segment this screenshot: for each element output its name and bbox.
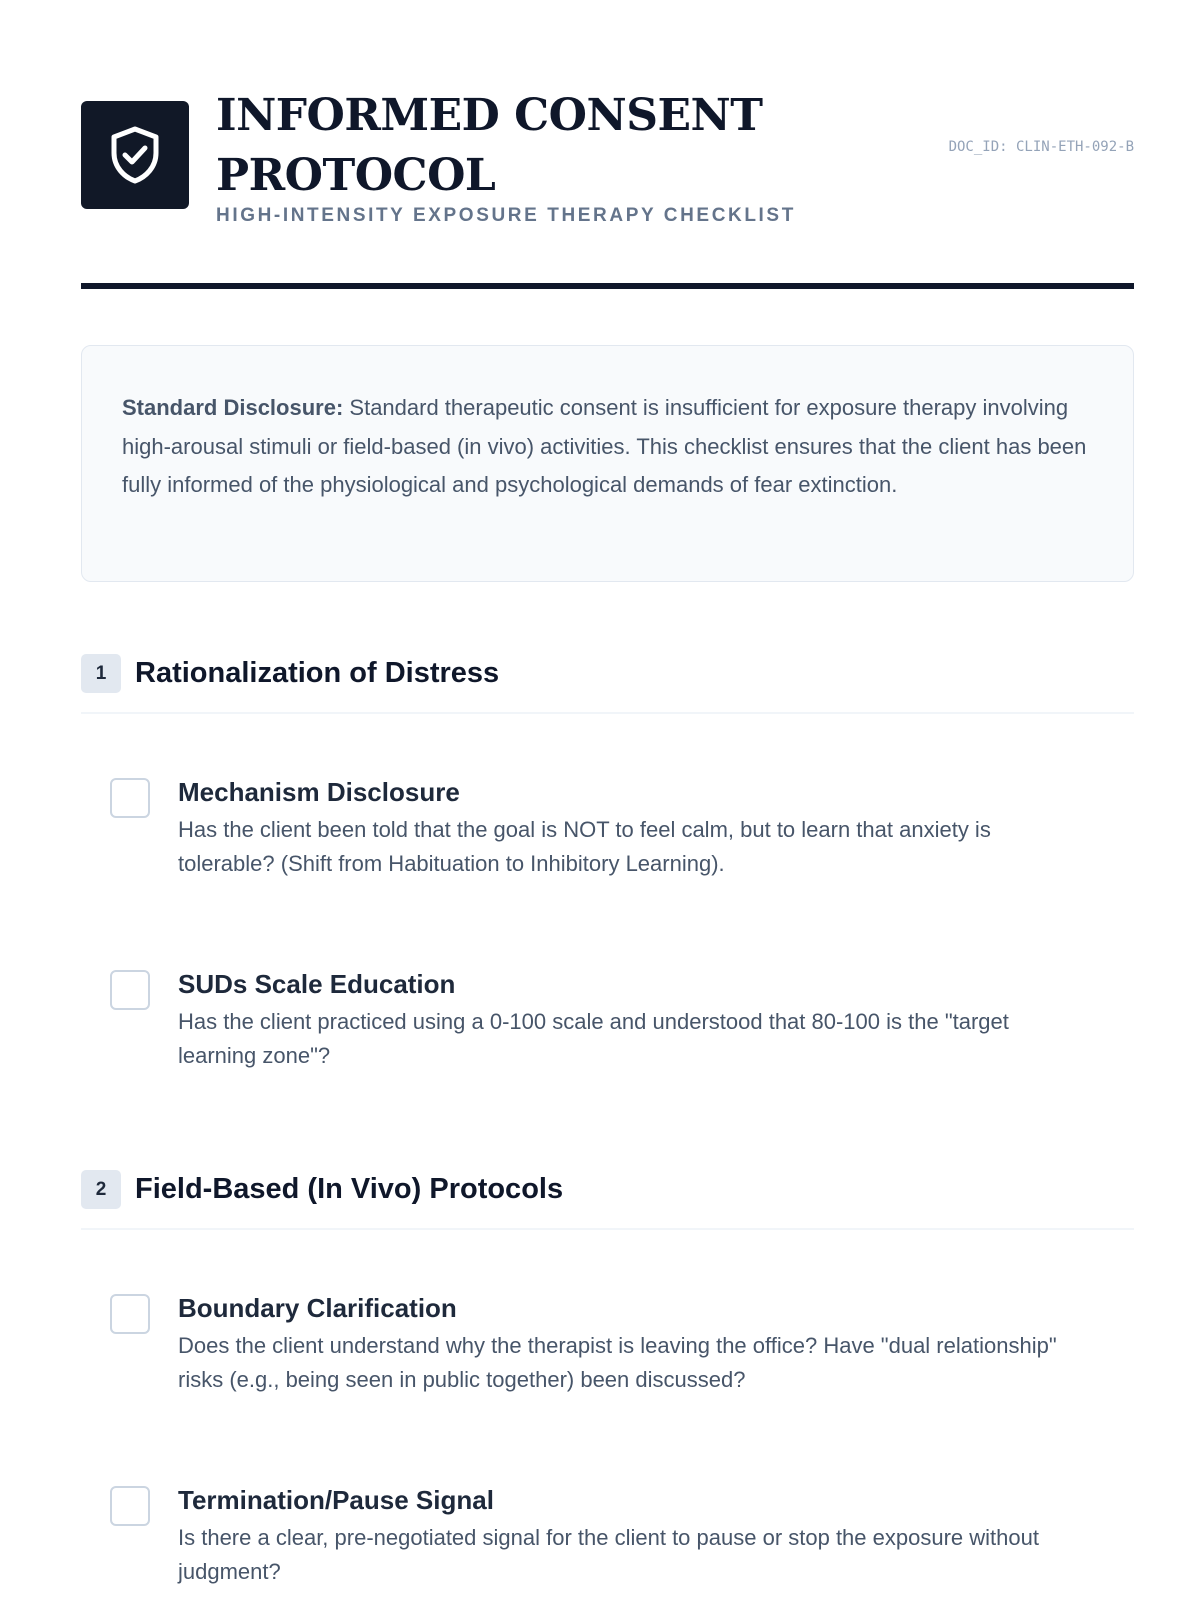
consent-checkbox[interactable] [110, 778, 150, 818]
consent-checkbox[interactable] [110, 970, 150, 1010]
disclosure-text: Standard therapeutic consent is insufficient for exposure therapy involving high-arousal stimuli or field-based (in vivo) activities. This checklist ensures that the client has been fully informed of the physiological and psychological demands of fear extinction. [122, 395, 1087, 497]
checklist-item-title: Mechanism Disclosure [178, 777, 460, 807]
section-number-badge: 2 [81, 1170, 121, 1209]
page-subtitle: HIGH-INTENSITY EXPOSURE THERAPY CHECKLIST [216, 205, 796, 226]
checklist-item-description: Has the client been told that the goal is NOT to feel calm, but to learn that anxiety is tolerable? (Shift from Habituation to Inhibitory Learning). [178, 817, 991, 876]
disclosure-label: Standard Disclosure: [122, 395, 344, 420]
checklist-item-title: SUDs Scale Education [178, 969, 456, 999]
document-header [81, 86, 1134, 234]
checklist-item-description: Does the client understand why the therapist is leaving the office? Have "dual relationship" risks (e.g., being seen in public together) been discussed? [178, 1333, 1057, 1392]
checklist-item-description: Has the client practiced using a 0-100 scale and understood that 80-100 is the "target learning zone"? [178, 1009, 1009, 1068]
checklist-item-title: Boundary Clarification [178, 1293, 457, 1323]
shield-check-icon [108, 125, 162, 185]
consent-checkbox[interactable] [110, 1486, 150, 1526]
section-title: Field-Based (In Vivo) Protocols [135, 1173, 564, 1205]
document-id: DOC_ID: CLIN-ETH-092-B [948, 139, 1134, 155]
disclosure-box [81, 345, 1134, 582]
consent-checkbox[interactable] [110, 1294, 150, 1334]
section-header [81, 1170, 1134, 1230]
section-title: Rationalization of Distress [135, 657, 500, 689]
section-header [81, 654, 1134, 714]
page-title: INFORMED CONSENT PROTOCOL [216, 90, 763, 201]
header-divider [81, 283, 1134, 289]
logo [81, 101, 189, 209]
checklist-item-title: Termination/Pause Signal [178, 1485, 494, 1515]
section-number-badge: 1 [81, 654, 121, 693]
checklist-item-description: Is there a clear, pre-negotiated signal for the client to pause or stop the exposure without judgment? [178, 1525, 1039, 1584]
